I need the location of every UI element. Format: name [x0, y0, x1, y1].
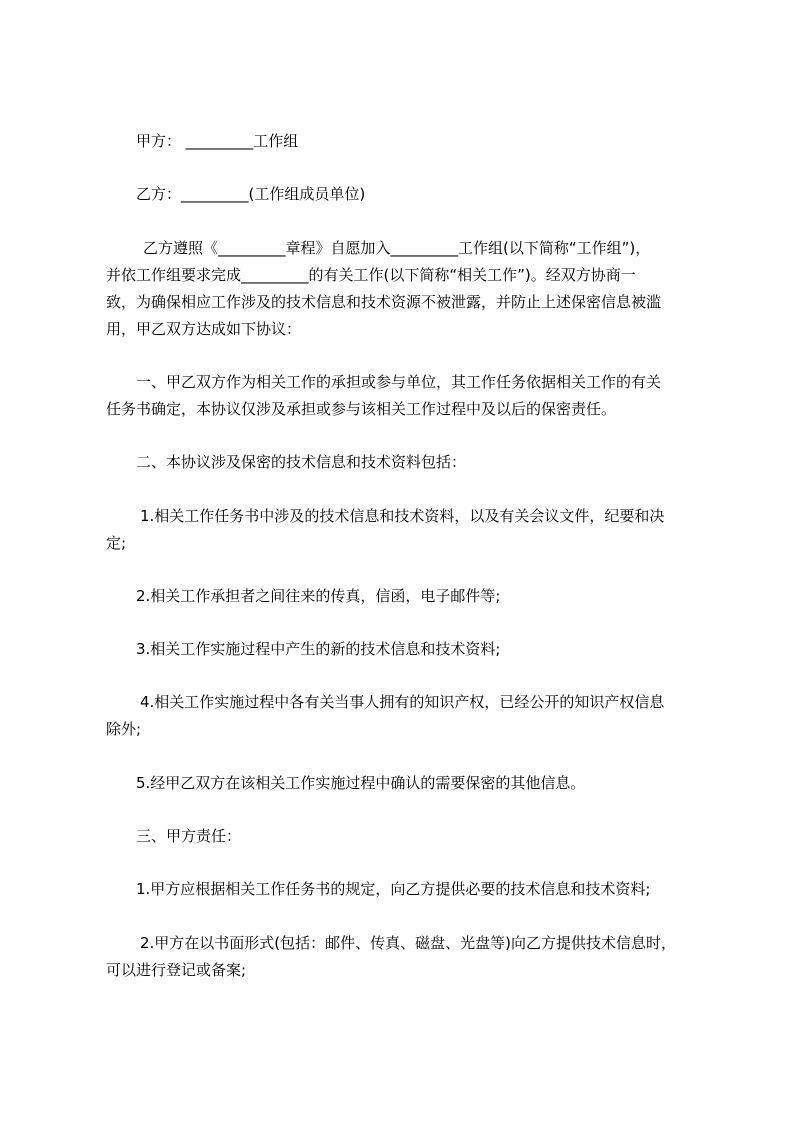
- item-2-1-line-1: 1.相关工作任务书中涉及的技术信息和技术资料，以及有关会议文件，纪要和决: [140, 507, 665, 525]
- item-2-2: 2.相关工作承担者之间往来的传真，信函，电子邮件等;: [136, 587, 501, 605]
- intro-line-1: 乙方遵照《_________章程》自愿加入_________工作组(以下简称“工作组”)，: [143, 239, 651, 257]
- party-a-line: 甲方： _________工作组: [136, 132, 299, 150]
- clause-3-heading: 三、甲方责任：: [136, 827, 242, 845]
- item-3-2-line-2: 可以进行登记或备案;: [106, 961, 247, 979]
- item-3-1: 1.甲方应根据相关工作任务书的规定，向乙方提供必要的技术信息和技术资料;: [136, 880, 651, 898]
- intro-line-4: 用，甲乙双方达成如下协议：: [106, 320, 302, 338]
- intro-line-3: 致，为确保相应工作涉及的技术信息和技术资源不被泄露，并防止上述保密信息被滥: [106, 293, 662, 311]
- clause-2-heading: 二、本协议涉及保密的技术信息和技术资料包括：: [136, 453, 467, 471]
- item-2-4-line-1: 4.相关工作实施过程中各有关当事人拥有的知识产权，已经公开的知识产权信息: [140, 693, 665, 711]
- clause-1-line-2: 任务书确定，本协议仅涉及承担或参与该相关工作过程中及以后的保密责任。: [106, 400, 617, 418]
- item-2-5: 5.经甲乙双方在该相关工作实施过程中确认的需要保密的其他信息。: [136, 774, 586, 792]
- item-2-4-line-2: 除外;: [106, 720, 142, 738]
- item-2-1-line-2: 定;: [106, 534, 127, 552]
- clause-1-line-1: 一、甲乙双方作为相关工作的承担或参与单位，其工作任务依据相关工作的有关: [136, 373, 662, 391]
- intro-line-2: 并依工作组要求完成_________的有关工作(以下简称“相关工作”)。经双方协商一: [106, 266, 636, 284]
- item-2-3: 3.相关工作实施过程中产生的新的技术信息和技术资料;: [136, 640, 501, 658]
- item-3-2-line-1: 2.甲方在以书面形式(包括：邮件、传真、磁盘、光盘等)向乙方提供技术信息时，: [140, 934, 677, 952]
- party-b-line: 乙方：_________(工作组成员单位): [136, 185, 366, 203]
